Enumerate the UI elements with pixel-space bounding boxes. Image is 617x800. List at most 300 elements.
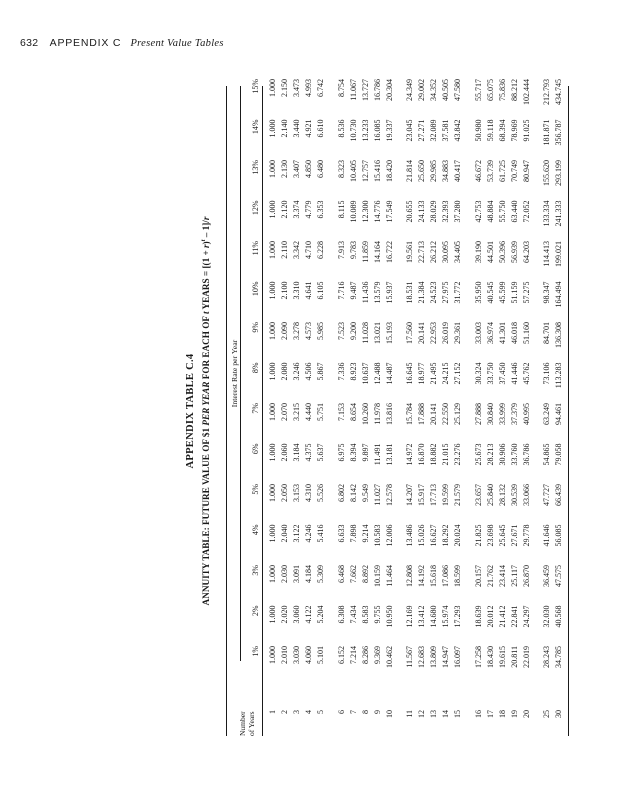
value-cell: 181.871	[542, 119, 551, 146]
value-cell: 64.203	[521, 241, 531, 263]
column-header: 1%	[251, 646, 260, 657]
column-header: 10%	[251, 281, 260, 297]
table-row	[292, 79, 302, 736]
value-cell: 37.581	[441, 119, 451, 142]
value-cell: 17.560	[405, 322, 414, 344]
value-cell: 10.637	[360, 362, 370, 385]
value-cell: 15.026	[417, 524, 427, 547]
value-cell: 4.246	[304, 524, 314, 543]
value-cell: 3.184	[292, 443, 302, 462]
year-cell: 4	[304, 710, 314, 714]
value-cell: 14.164	[372, 241, 382, 263]
year-cell: 7	[348, 710, 358, 714]
value-cell: 18.882	[429, 443, 439, 466]
value-cell: 11.491	[372, 443, 382, 466]
value-cell: 47.727	[542, 484, 551, 506]
value-cell: 17.888	[417, 403, 427, 425]
value-cell: 55.750	[497, 200, 507, 223]
value-cell: 113.283	[554, 362, 564, 389]
value-cell: 3.060	[292, 605, 302, 624]
table-row	[372, 79, 383, 736]
value-cell: 24.215	[441, 362, 451, 385]
value-cell: 20.157	[473, 565, 483, 587]
table-title: APPENDIX TABLE C.4	[185, 353, 196, 469]
value-cell: 17.086	[441, 565, 451, 587]
value-cell: 12.169	[405, 605, 414, 628]
value-cell: 7.336	[336, 362, 346, 381]
section-title: Present Value Tables	[130, 38, 224, 49]
value-cell: 4.641	[304, 281, 314, 300]
value-cell: 25.840	[485, 484, 495, 506]
column-header: 13%	[251, 160, 260, 175]
value-cell: 48.884	[485, 200, 495, 223]
table-row	[453, 79, 463, 736]
value-cell: 32.030	[542, 605, 551, 628]
value-cell: 6.633	[336, 524, 346, 543]
value-cell: 10.583	[372, 524, 382, 547]
value-cell: 34.785	[554, 646, 564, 668]
value-cell: 2.090	[280, 322, 290, 340]
value-cell: 22.550	[441, 403, 451, 425]
value-cell: 29.002	[417, 79, 427, 101]
value-cell: 61.725	[497, 160, 507, 182]
value-cell: 8.583	[360, 605, 370, 624]
value-cell: 9.369	[372, 646, 382, 664]
value-cell: 22.841	[509, 605, 519, 628]
year-cell: 1	[268, 710, 277, 714]
table-row	[554, 79, 564, 736]
value-cell: 10.462	[384, 646, 394, 668]
year-cell: 2	[280, 710, 290, 714]
value-cell: 57.275	[521, 281, 531, 304]
table-bottom-rule	[568, 86, 569, 736]
value-cell: 21.814	[405, 160, 414, 182]
value-cell: 84.701	[542, 322, 551, 344]
table-row	[304, 79, 314, 736]
value-cell: 2.100	[280, 281, 290, 300]
value-cell: 1.000	[268, 281, 277, 300]
value-cell: 45.762	[521, 362, 531, 385]
value-cell: 21.762	[485, 565, 495, 587]
value-cell: 33.066	[521, 484, 531, 506]
value-cell: 4.710	[304, 241, 314, 259]
value-cell: 7.523	[336, 322, 346, 340]
table-row	[417, 79, 427, 736]
value-cell: 4.122	[304, 605, 314, 624]
column-header: 8%	[251, 362, 260, 374]
value-cell: 102.444	[521, 79, 531, 105]
value-cell: 4.993	[304, 79, 314, 97]
year-cell: 10	[384, 710, 394, 718]
value-cell: 4.440	[304, 403, 314, 421]
value-cell: 4.184	[304, 565, 314, 583]
value-cell: 4.060	[304, 646, 314, 664]
value-cell: 25.117	[509, 565, 519, 587]
value-cell: 8.923	[348, 362, 358, 381]
value-cell: 18.430	[485, 646, 495, 668]
value-cell: 78.969	[509, 119, 519, 142]
value-cell: 3.246	[292, 362, 302, 381]
value-cell: 4.310	[304, 484, 314, 502]
value-cell: 31.772	[453, 281, 463, 304]
value-cell: 133.334	[542, 200, 551, 227]
value-cell: 59.118	[485, 119, 495, 142]
table-row	[268, 79, 278, 736]
value-cell: 33.003	[473, 322, 483, 344]
value-cell: 2.120	[280, 200, 290, 219]
value-cell: 37.280	[453, 200, 463, 223]
value-cell: 8.286	[360, 646, 370, 664]
value-cell: 11.464	[384, 565, 394, 587]
value-cell: 5.751	[316, 403, 326, 421]
value-cell: 13.181	[384, 443, 394, 466]
value-cell: 20.811	[509, 646, 519, 668]
value-cell: 16.786	[372, 79, 382, 101]
value-cell: 30.840	[485, 403, 495, 425]
value-cell: 14.207	[405, 484, 414, 506]
value-cell: 21.412	[497, 605, 507, 628]
value-cell: 63.249	[542, 403, 551, 425]
value-cell: 17.293	[453, 605, 463, 628]
year-cell: 6	[336, 710, 346, 714]
value-cell: 11.067	[348, 79, 358, 101]
value-cell: 34.405	[453, 241, 463, 263]
value-cell: 98.347	[542, 281, 551, 304]
value-cell: 3.342	[292, 241, 302, 259]
value-cell: 33.750	[485, 362, 495, 385]
value-cell: 25.129	[453, 403, 463, 425]
value-cell: 88.212	[509, 79, 519, 101]
value-cell: 3.407	[292, 160, 302, 178]
value-cell: 6.742	[316, 79, 326, 97]
rate-caption-rule	[240, 86, 241, 661]
value-cell: 20.141	[417, 322, 427, 344]
value-cell: 54.865	[542, 443, 551, 466]
page-number: 632	[20, 37, 39, 49]
value-cell: 11.859	[360, 241, 370, 263]
value-cell: 65.075	[485, 79, 495, 101]
running-header	[20, 37, 224, 49]
value-cell: 25.645	[497, 524, 507, 547]
value-cell: 36.974	[485, 322, 495, 344]
value-cell: 41.446	[509, 362, 519, 385]
value-cell: 6.610	[316, 119, 326, 138]
column-header: 7%	[251, 403, 260, 414]
value-cell: 16.097	[453, 646, 463, 668]
value-cell: 32.393	[441, 200, 451, 223]
table-row	[521, 79, 532, 736]
value-cell: 33.999	[497, 403, 507, 425]
value-cell: 19.561	[405, 241, 414, 263]
value-cell: 29.778	[521, 524, 531, 547]
value-cell: 27.271	[417, 119, 427, 142]
value-cell: 5.204	[316, 605, 326, 624]
value-cell: 5.526	[316, 484, 326, 502]
value-cell: 2.110	[280, 241, 290, 259]
value-cell: 68.394	[497, 119, 507, 142]
table-row	[509, 79, 520, 736]
year-cell: 17	[485, 710, 495, 718]
value-cell: 23.276	[453, 443, 463, 466]
value-cell: 25.673	[473, 443, 483, 466]
annuity-table	[177, 79, 572, 736]
year-cell: 3	[292, 710, 302, 714]
value-cell: 24.523	[429, 281, 439, 304]
column-header: 15%	[251, 79, 260, 94]
value-cell: 12.757	[360, 160, 370, 182]
value-cell: 6.152	[336, 646, 346, 664]
value-cell: 1.000	[268, 524, 277, 543]
value-cell: 6.468	[336, 565, 346, 583]
value-cell: 12.006	[384, 524, 394, 547]
value-cell: 37.450	[497, 362, 507, 385]
value-cell: 45.599	[497, 281, 507, 304]
value-cell: 11.436	[360, 281, 370, 304]
value-cell: 29.985	[429, 160, 439, 182]
value-cell: 434.745	[554, 79, 564, 105]
value-cell: 1.000	[268, 241, 277, 259]
value-cell: 11.027	[372, 484, 382, 506]
value-cell: 36.459	[542, 565, 551, 587]
year-cell: 25	[542, 710, 551, 718]
value-cell: 36.786	[521, 443, 531, 466]
value-cell: 56.085	[554, 524, 564, 547]
year-cell: 30	[554, 710, 564, 718]
year-cell: 19	[509, 710, 519, 718]
value-cell: 40.545	[485, 281, 495, 304]
value-cell: 7.153	[336, 403, 346, 421]
value-cell: 15.193	[384, 322, 394, 344]
value-cell: 91.025	[521, 119, 531, 142]
value-cell: 15.917	[417, 484, 427, 506]
value-cell: 37.379	[509, 403, 519, 425]
value-cell: 241.333	[554, 200, 564, 227]
value-cell: 10.950	[384, 605, 394, 628]
value-cell: 199.021	[554, 241, 564, 267]
value-cell: 1.000	[268, 646, 277, 664]
value-cell: 3.440	[292, 119, 302, 138]
value-cell: 47.575	[554, 565, 564, 587]
column-header: 4%	[251, 524, 260, 536]
column-header: 3%	[251, 565, 260, 576]
value-cell: 5.985	[316, 322, 326, 340]
value-cell: 19.615	[497, 646, 507, 668]
column-header: 14%	[251, 119, 260, 135]
value-cell: 24.349	[405, 79, 414, 101]
value-cell: 13.727	[360, 79, 370, 101]
table-row	[542, 79, 552, 736]
value-cell: 4.779	[304, 200, 314, 219]
value-cell: 15.416	[372, 160, 382, 182]
value-cell: 24.133	[417, 200, 427, 223]
value-cell: 41.301	[497, 322, 507, 344]
value-cell: 293.199	[554, 160, 564, 186]
value-cell: 9.214	[360, 524, 370, 543]
value-cell: 73.106	[542, 362, 551, 385]
value-cell: 7.913	[336, 241, 346, 259]
value-cell: 6.353	[316, 200, 326, 219]
year-cell: 12	[417, 710, 427, 718]
table-row	[280, 79, 290, 736]
value-cell: 28.243	[542, 646, 551, 668]
value-cell: 70.749	[509, 160, 519, 182]
value-cell: 21.015	[441, 443, 451, 466]
value-cell: 5.101	[316, 646, 326, 664]
value-cell: 2.020	[280, 605, 290, 624]
value-cell: 11.978	[372, 403, 382, 425]
value-cell: 26.212	[429, 241, 439, 263]
value-cell: 12.683	[417, 646, 427, 668]
value-cell: 12.808	[405, 565, 414, 587]
years-header-line1: Number	[238, 711, 247, 736]
value-cell: 21.495	[429, 362, 439, 385]
value-cell: 72.052	[521, 200, 531, 223]
value-cell: 13.486	[405, 524, 414, 547]
year-cell: 15	[453, 710, 463, 718]
value-cell: 19.599	[441, 484, 451, 506]
years-column-header	[238, 692, 256, 736]
value-cell: 5.416	[316, 524, 326, 543]
value-cell: 56.939	[509, 241, 519, 263]
value-cell: 40.995	[521, 403, 531, 425]
value-cell: 13.809	[429, 646, 439, 668]
table-row	[485, 79, 496, 736]
value-cell: 41.646	[542, 524, 551, 547]
value-cell: 2.050	[280, 484, 290, 502]
value-cell: 18.599	[453, 565, 463, 587]
value-cell: 7.434	[348, 605, 358, 624]
value-cell: 4.850	[304, 160, 314, 178]
value-cell: 8.394	[348, 443, 358, 462]
value-cell: 2.150	[280, 79, 290, 97]
value-cell: 22.953	[429, 322, 439, 344]
value-cell: 17.713	[429, 484, 439, 506]
value-cell: 26.019	[441, 322, 451, 344]
value-cell: 16.645	[405, 362, 414, 385]
value-cell: 27.152	[453, 362, 463, 385]
year-cell: 5	[316, 710, 326, 714]
value-cell: 16.870	[417, 443, 427, 466]
year-cell: 8	[360, 710, 370, 714]
value-cell: 25.650	[417, 160, 427, 182]
value-cell: 28.132	[497, 484, 507, 506]
value-cell: 34.883	[441, 160, 451, 182]
value-cell: 11.028	[360, 322, 370, 344]
value-cell: 32.089	[429, 119, 439, 142]
value-cell: 14.192	[417, 565, 427, 587]
value-cell: 13.412	[417, 605, 427, 628]
value-cell: 9.897	[360, 443, 370, 462]
value-cell: 3.278	[292, 322, 302, 340]
year-cell: 16	[473, 710, 483, 718]
value-cell: 23.698	[485, 524, 495, 547]
value-cell: 2.010	[280, 646, 290, 664]
value-cell: 2.130	[280, 160, 290, 178]
value-cell: 30.324	[473, 362, 483, 385]
year-cell: 14	[441, 710, 451, 718]
value-cell: 15.784	[405, 403, 414, 425]
table-top-rule	[226, 86, 227, 736]
value-cell: 43.842	[453, 119, 463, 142]
value-cell: 3.473	[292, 79, 302, 97]
value-cell: 18.420	[384, 160, 394, 182]
value-cell: 80.947	[521, 160, 531, 182]
value-cell: 12.300	[360, 200, 370, 223]
value-cell: 16.722	[384, 241, 394, 263]
value-cell: 6.802	[336, 484, 346, 502]
value-cell: 50.396	[497, 241, 507, 263]
value-cell: 2.040	[280, 524, 290, 543]
year-cell: 11	[405, 710, 414, 718]
value-cell: 6.308	[336, 605, 346, 624]
value-cell: 30.906	[497, 443, 507, 466]
value-cell: 18.531	[405, 281, 414, 304]
value-cell: 7.716	[336, 281, 346, 300]
value-cell: 63.440	[509, 200, 519, 223]
value-cell: 40.505	[441, 79, 451, 101]
value-cell: 15.618	[429, 565, 439, 587]
value-cell: 7.898	[348, 524, 358, 543]
value-cell: 20.024	[453, 524, 463, 547]
value-cell: 20.655	[405, 200, 414, 223]
value-cell: 8.115	[336, 200, 346, 219]
value-cell: 44.501	[485, 241, 495, 263]
value-cell: 33.760	[509, 443, 519, 466]
value-cell: 9.200	[348, 322, 358, 340]
value-cell: 47.580	[453, 79, 463, 101]
year-cell: 18	[497, 710, 507, 718]
value-cell: 1.000	[268, 79, 277, 97]
header-bottom-rule	[262, 86, 263, 736]
value-cell: 3.153	[292, 484, 302, 502]
value-cell: 23.414	[497, 565, 507, 587]
value-cell: 7.214	[348, 646, 358, 664]
value-cell: 22.713	[417, 241, 427, 263]
value-cell: 4.506	[304, 362, 314, 381]
value-cell: 6.975	[336, 443, 346, 462]
table-row	[348, 79, 359, 736]
interest-rate-caption: Interest Rate per Year	[230, 339, 239, 408]
value-cell: 1.000	[268, 484, 277, 502]
value-cell: 51.160	[521, 322, 531, 344]
value-cell: 9.755	[372, 605, 382, 624]
value-cell: 8.536	[336, 119, 346, 138]
value-cell: 13.233	[360, 119, 370, 142]
value-cell: 16.627	[429, 524, 439, 547]
value-cell: 2.080	[280, 362, 290, 381]
value-cell: 12.488	[372, 362, 382, 385]
value-cell: 79.058	[554, 443, 564, 466]
value-cell: 6.105	[316, 281, 326, 300]
value-cell: 3.030	[292, 646, 302, 664]
value-cell: 21.825	[473, 524, 483, 547]
value-cell: 51.159	[509, 281, 519, 304]
value-cell: 136.308	[554, 322, 564, 348]
value-cell: 2.030	[280, 565, 290, 583]
value-cell: 6.480	[316, 160, 326, 178]
value-cell: 50.980	[473, 119, 483, 142]
value-cell: 11.567	[405, 646, 414, 668]
value-cell: 53.739	[485, 160, 495, 182]
value-cell: 20.141	[429, 403, 439, 425]
value-cell: 2.070	[280, 403, 290, 421]
table-row	[316, 79, 326, 736]
value-cell: 66.439	[554, 484, 564, 506]
value-cell: 28.029	[429, 200, 439, 223]
value-cell: 12.578	[384, 484, 394, 506]
value-cell: 16.085	[372, 119, 382, 142]
column-header: 5%	[251, 484, 260, 495]
